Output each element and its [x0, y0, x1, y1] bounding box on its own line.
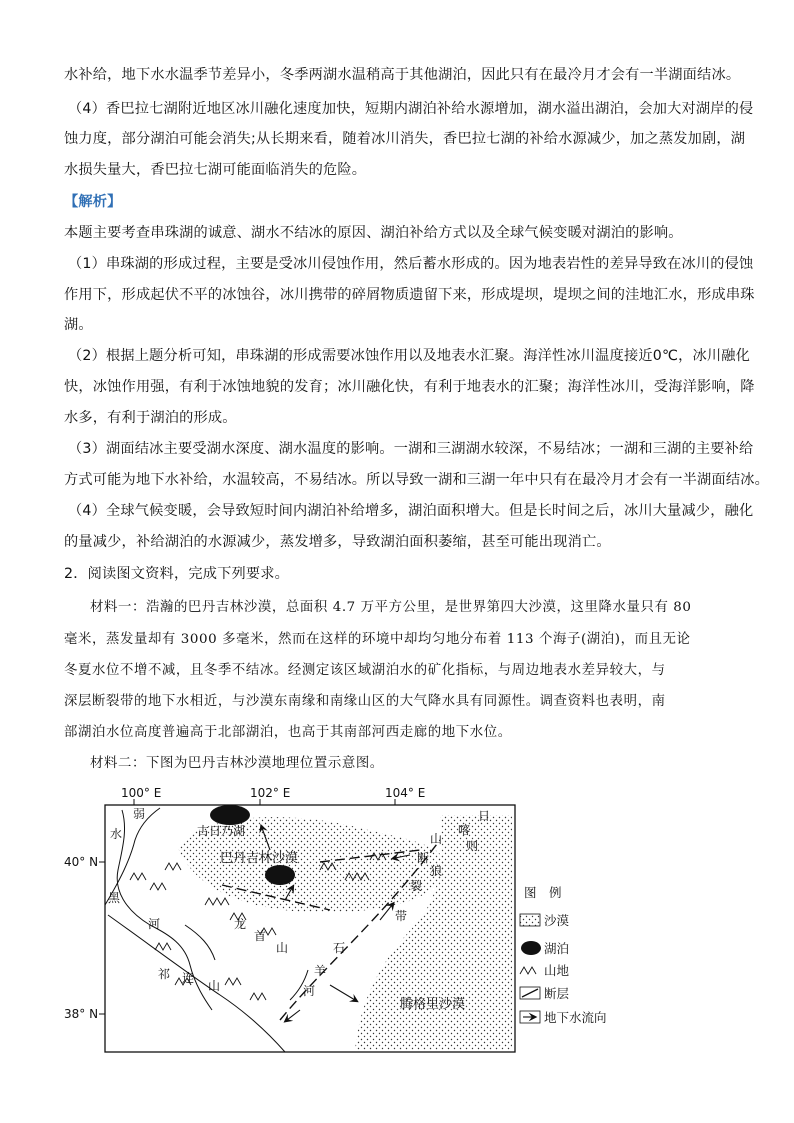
analysis-p1-line: 作用下，形成起伏不平的冰蚀谷，冰川携带的碎屑物质遗留下来，形成堤坝，堤坝之间的洼地汇水，形成串珠 [64, 287, 755, 303]
answer-line: 水补给，地下水水温季节差异小，冬季两湖水温稍高于其他湖泊，因此只有在最冷月才会有一半湖面结冰。 [64, 67, 741, 83]
analysis-heading: 【解析】 [64, 194, 122, 210]
legend-mountain: 山地 [544, 963, 570, 978]
question-title: 2．阅读图文资料，完成下列要求。 [64, 566, 290, 582]
label-longshou: 山 [276, 941, 289, 955]
analysis-p3-line: （3）湖面结冰主要受湖水深度、湖水温度的影响。一湖和三湖湖水较深，不易结冰；一湖和三湖的主要补给 [68, 441, 754, 457]
label-longshou: 龙 [234, 917, 247, 931]
label-langshan: 山 [430, 832, 443, 846]
analysis-p2-line: 水多，有利于湖泊的形成。 [64, 410, 237, 426]
analysis-p1-line: 湖。 [64, 317, 93, 333]
label-longshou: 首 [254, 929, 267, 943]
lake-south [265, 865, 295, 885]
legend-desert-symbol [520, 914, 540, 926]
answer-p4-line: 水损失量大，香巴拉七湖可能面临消失的危险。 [64, 162, 367, 178]
analysis-p2-line: （2）根据上题分析可知，串珠湖的形成需要冰蚀作用以及地表水汇聚。海洋性冰川温度接近0℃，冰川融化 [68, 348, 751, 364]
legend-title: 图 例 [524, 885, 562, 900]
label-badain-jaran: 巴丹吉林沙漠 [220, 851, 299, 866]
analysis-p1-line: （1）串珠湖的形成过程，主要是受冰川侵蚀作用，然后蓄水形成的。因为地表岩性的差异导致在冰川的侵蚀 [68, 256, 754, 272]
lake-guri-nai [210, 805, 250, 825]
label-shiyanghe: 河 [303, 984, 316, 998]
label-ruoshui: 水 [110, 827, 123, 841]
label-qilian: 连 [182, 971, 195, 985]
legend-flow: 地下水流向 [544, 1010, 607, 1025]
legend-lake-symbol [521, 941, 541, 955]
answer-p4-line: （4）香巴拉七湖附近地区冰川融化速度加快，短期内湖泊补给水源增加，湖水溢出湖泊，会加大对湖岸的侵 [68, 101, 754, 117]
lon-label: 102° E [250, 786, 291, 800]
label-rikaze: 日 [478, 809, 491, 823]
material-one-line: 毫米，蒸发量却有 3000 多毫米，然而在这样的环境中却均匀地分布着 113 个海子(湖泊)，而且无论 [64, 632, 691, 647]
lat-label: 38° N [64, 1007, 99, 1021]
lat-label: 40° N [64, 855, 99, 869]
material-one-line: 冬夏水位不增不减，且冬季不结冰。经测定该区域湖泊水的矿化指标，与周边地表水差异较大，与 [64, 663, 666, 678]
label-tengger: 腾格里沙漠 [400, 997, 466, 1012]
analysis-p4-line: （4）全球气候变暖，会导致短时间内湖泊补给增多，湖泊面积增大。但是长时间之后，冰川大量减少，融化 [68, 503, 754, 519]
answer-p4-line: 蚀力度，部分湖泊可能会消失;从长期来看，随着冰川消失，香巴拉七湖的补给水源减少，加之蒸发加剧，湖 [64, 131, 746, 147]
label-heihe: 河 [148, 917, 161, 931]
tributary [185, 925, 215, 960]
label-rikaze: 则 [466, 839, 479, 853]
label-shiyanghe: 石 [333, 941, 346, 955]
label-lake-guri-nai: 古日乃湖 [197, 824, 246, 838]
analysis-p2-line: 快，冰蚀作用强，有利于冰蚀地貌的发育；冰川融化快，有利于地表水的汇聚；海洋性冰川，受海洋影响，降 [64, 379, 755, 395]
lon-label: 100° E [121, 786, 162, 800]
analysis-intro: 本题主要考查串珠湖的诚意、湖水不结冰的原因、湖泊补给方式以及全球气候变暖对湖泊的影响。 [64, 225, 683, 241]
label-fault-zone: 带 [395, 909, 408, 923]
label-fault-zone: 裂 [410, 879, 423, 893]
legend-mountain-symbol [520, 967, 536, 974]
lon-label: 104° E [385, 786, 426, 800]
legend-lake: 湖泊 [544, 941, 570, 956]
label-qilian: 山 [208, 979, 221, 993]
material-two-line: 材料二：下图为巴丹吉林沙漠地理位置示意图。 [90, 756, 384, 771]
legend-fault-line [522, 989, 538, 997]
legend-desert: 沙漠 [544, 913, 570, 928]
material-one-line: 材料一：浩瀚的巴丹吉林沙漠，总面积 4.7 万平方公里，是世界第四大沙漠，这里降水量只有 80 [90, 600, 692, 615]
analysis-p4-line: 的量减少，补给湖泊的水源减少，蒸发增多，导致湖泊面积萎缩，甚至可能出现消亡。 [64, 534, 611, 550]
label-shiyanghe: 羊 [314, 964, 327, 978]
label-ruoshui: 弱 [133, 807, 146, 821]
label-fault-zone: 断 [417, 851, 430, 865]
label-heihe: 黑 [108, 891, 121, 905]
label-langshan: 狼 [430, 864, 443, 878]
label-qilian: 祁 [158, 967, 171, 981]
material-one-line: 深层断裂带的地下水相近，与沙漠东南缘和南缘山区的大气降水具有同源性。调查资料也表明，南 [64, 694, 666, 709]
label-rikaze: 喀 [458, 823, 471, 837]
material-one-line: 部湖泊水位高度普遍高于北部湖泊，也高于其南部河西走廊的地下水位。 [64, 725, 512, 740]
analysis-p3-line: 方式可能为地下水补给，水温较高，不易结冰。所以导致一湖和三湖一年中只有在最冷月才会有一半湖面结冰。 [64, 472, 769, 488]
legend-fault: 断层 [544, 986, 570, 1001]
